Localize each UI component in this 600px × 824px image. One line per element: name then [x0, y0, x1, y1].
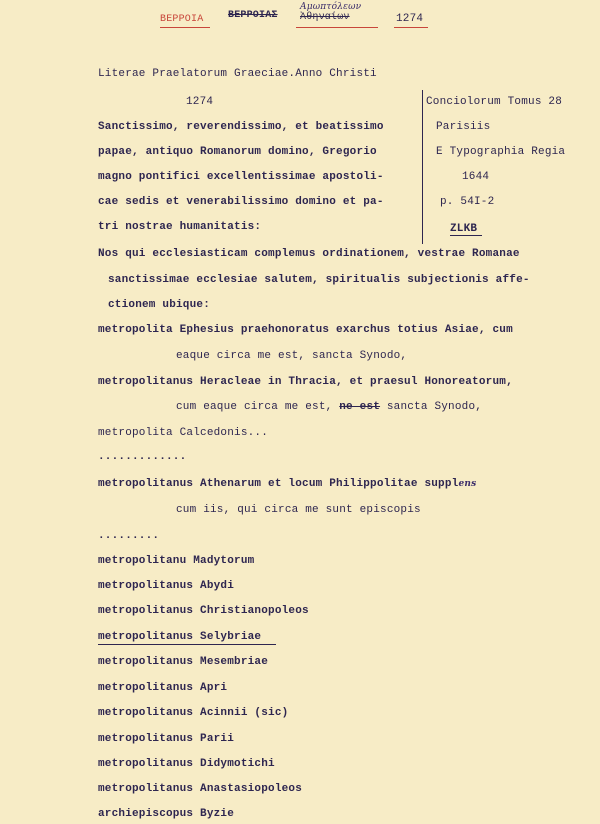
salutation-line-4: cae sedis et venerabilissimo domino et pa- — [98, 196, 384, 208]
reference-line-3: E Typographia Regia — [436, 146, 566, 158]
ephesus-line-1: metropolita Ephesius praehonoratus exarchus totius Asiae, cum — [98, 324, 513, 336]
header-struck-word: ΒΕΡΡΟΙΑΣ — [228, 10, 278, 21]
calcedon-line: metropolita Calcedonis... — [98, 427, 269, 439]
header-year: 1274 — [396, 13, 424, 25]
athens-line-2: cum iis, qui circa me sunt episcopis — [176, 504, 421, 516]
header-year-underline — [394, 27, 428, 28]
greeting-line-2: sanctissimae ecclesiae salutem, spiritualis subjectionis affe- — [108, 274, 530, 286]
list-item: metropolitanus Christianopoleos — [98, 605, 309, 617]
reference-divider — [422, 90, 423, 244]
heraclea-line-2-end: sancta Synodo, — [380, 401, 483, 413]
salutation-line-3: magno pontifici excellentissimae apostoli- — [98, 171, 384, 183]
reference-line-1: Conciolorum Tomus 28 — [426, 96, 563, 108]
reference-line-5: p. 54I-2 — [440, 196, 495, 208]
athens-line-1 — [98, 478, 476, 490]
header-tag-underline — [160, 27, 210, 28]
ephesus-line-2: eaque circa me est, sancta Synodo, — [176, 350, 408, 362]
athens-handwritten-ending: ens — [458, 479, 477, 489]
heraclea-line-1: metropolitanus Heracleae in Thracia, et praesul Honoreatorum, — [98, 376, 513, 388]
header-sub-underline — [296, 27, 378, 28]
document-title: Literae Praelatorum Graeciae.Anno Christi — [98, 68, 377, 80]
list-item: metropolitanus Abydi — [98, 580, 235, 592]
list-item: metropolitanus Parii — [98, 733, 235, 745]
salutation-line-1: Sanctissimo, reverendissimo, et beatissimo — [98, 121, 384, 133]
list-item: metropolitanus Apri — [98, 682, 228, 694]
list-item: metropolitanu Madytorum — [98, 555, 255, 567]
heraclea-line-2-start: cum eaque circa me est, — [176, 401, 340, 413]
selybria-underline — [98, 644, 276, 645]
heraclea-struck-text: ne est — [339, 401, 381, 413]
ellipsis-line-2: ......... — [98, 530, 160, 542]
list-item: archiepiscopus Byzie — [98, 808, 235, 820]
document-title-year: 1274 — [186, 96, 214, 108]
reference-line-2: Parisiis — [436, 121, 491, 133]
reference-line-6: ZLKB — [450, 223, 478, 235]
ellipsis-line-1: ............. — [98, 451, 187, 463]
heraclea-line-2 — [176, 401, 482, 413]
header-struck-sub: Ἀθηναίων — [300, 12, 350, 23]
header-handwritten-note: Αμωπτόλεων — [300, 2, 362, 12]
list-item: metropolitanus Didymotichi — [98, 758, 275, 770]
reference-underline — [450, 235, 482, 236]
list-item: metropolitanus Acinnii (sic) — [98, 707, 289, 719]
list-item: metropolitanus Mesembriae — [98, 656, 269, 668]
list-item: metropolitanus Anastasiopoleos — [98, 783, 303, 795]
list-item: metropolitanus Selybriae — [98, 631, 262, 643]
reference-line-4: 1644 — [462, 171, 490, 183]
salutation-line-5: tri nostrae humanitatis: — [98, 221, 262, 233]
header-tag: BEPPOIA — [160, 14, 204, 25]
greeting-line-1: Nos qui ecclesiasticam complemus ordinationem, vestrae Romanae — [98, 248, 520, 260]
salutation-line-2: papae, antiquo Romanorum domino, Gregorio — [98, 146, 377, 158]
athens-line-1-text: metropolitanus Athenarum et locum Philippolitae suppl — [98, 478, 459, 490]
greeting-line-3: ctionem ubique: — [108, 299, 211, 311]
